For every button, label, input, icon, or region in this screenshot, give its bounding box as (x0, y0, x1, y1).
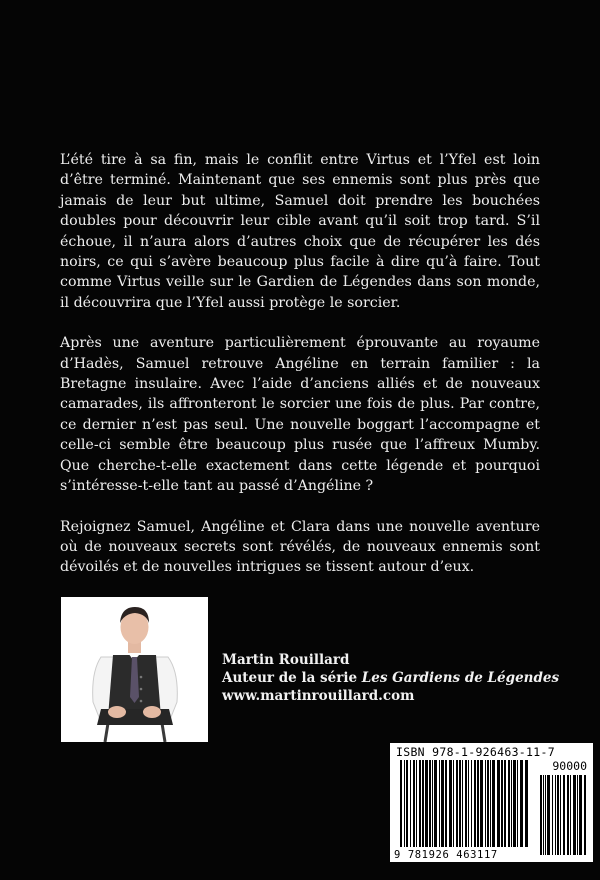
isbn-label: ISBN 978-1-926463-11-7 (396, 745, 555, 759)
barcode-bars (390, 743, 593, 862)
author-website: www.martinrouillard.com (222, 688, 415, 704)
price-addon-label: 90000 (552, 759, 587, 773)
author-portrait-illustration (61, 597, 208, 742)
back-cover-blurb (60, 150, 540, 598)
blurb-paragraph-3: Rejoignez Samuel, Angéline et Clara dans une nouvelle aventure où de nouveaux secrets sont révélés, de nouveaux ennemis sont dévoilés et de nouvelles intrigues se tissent autour d’eux. (60, 518, 540, 576)
barcode-digits: 9 781926 463117 (394, 849, 498, 861)
blurb-paragraph-1: L’été tire à sa fin, mais le conflit entre Virtus et l’Yfel est loin d’être terminé. Maintenant que ses ennemis sont plus près que jamais de leur but ultime, Samuel doit prendre les bouchées doubles pour découvrir leur cible avant qu’il soit trop tard. S’il échoue, il n’aura alors d’autres choix que de récupérer les dés noirs, ce qui s’avère beaucoup plus facile à dire qu’à faire. Tout comme Virtus veille sur le Gardien de Légendes dans son monde, il découvrira que l’Yfel aussi protège le sorcier. (60, 152, 540, 311)
isbn-barcode-box (390, 743, 593, 862)
author-photo (61, 597, 208, 742)
author-series-prefix: Auteur de la série (222, 670, 362, 686)
author-series-title: Les Gardiens de Légendes (361, 670, 560, 686)
blurb-paragraph-2: Après une aventure particulièrement éprouvante au royaume d’Hadès, Samuel retrouve Angéline en terrain familier : la Bretagne insulaire. Avec l’aide d’anciens alliés et de nouveaux camarades, ils affronteront le sorcier une fois de plus. Par contre, ce dernier n’est pas seul. Une nouvelle boggart l’accompagne et celle-ci semble être beaucoup plus rusée que l’affreux Mumby. Que cherche-t-elle exactement dans cette légende et pourquoi s’intéresse-t-elle tant au passé d’Angéline ? (60, 335, 540, 495)
author-name: Martin Rouillard (222, 652, 350, 668)
author-info (222, 651, 559, 705)
author-series-line (222, 669, 559, 687)
